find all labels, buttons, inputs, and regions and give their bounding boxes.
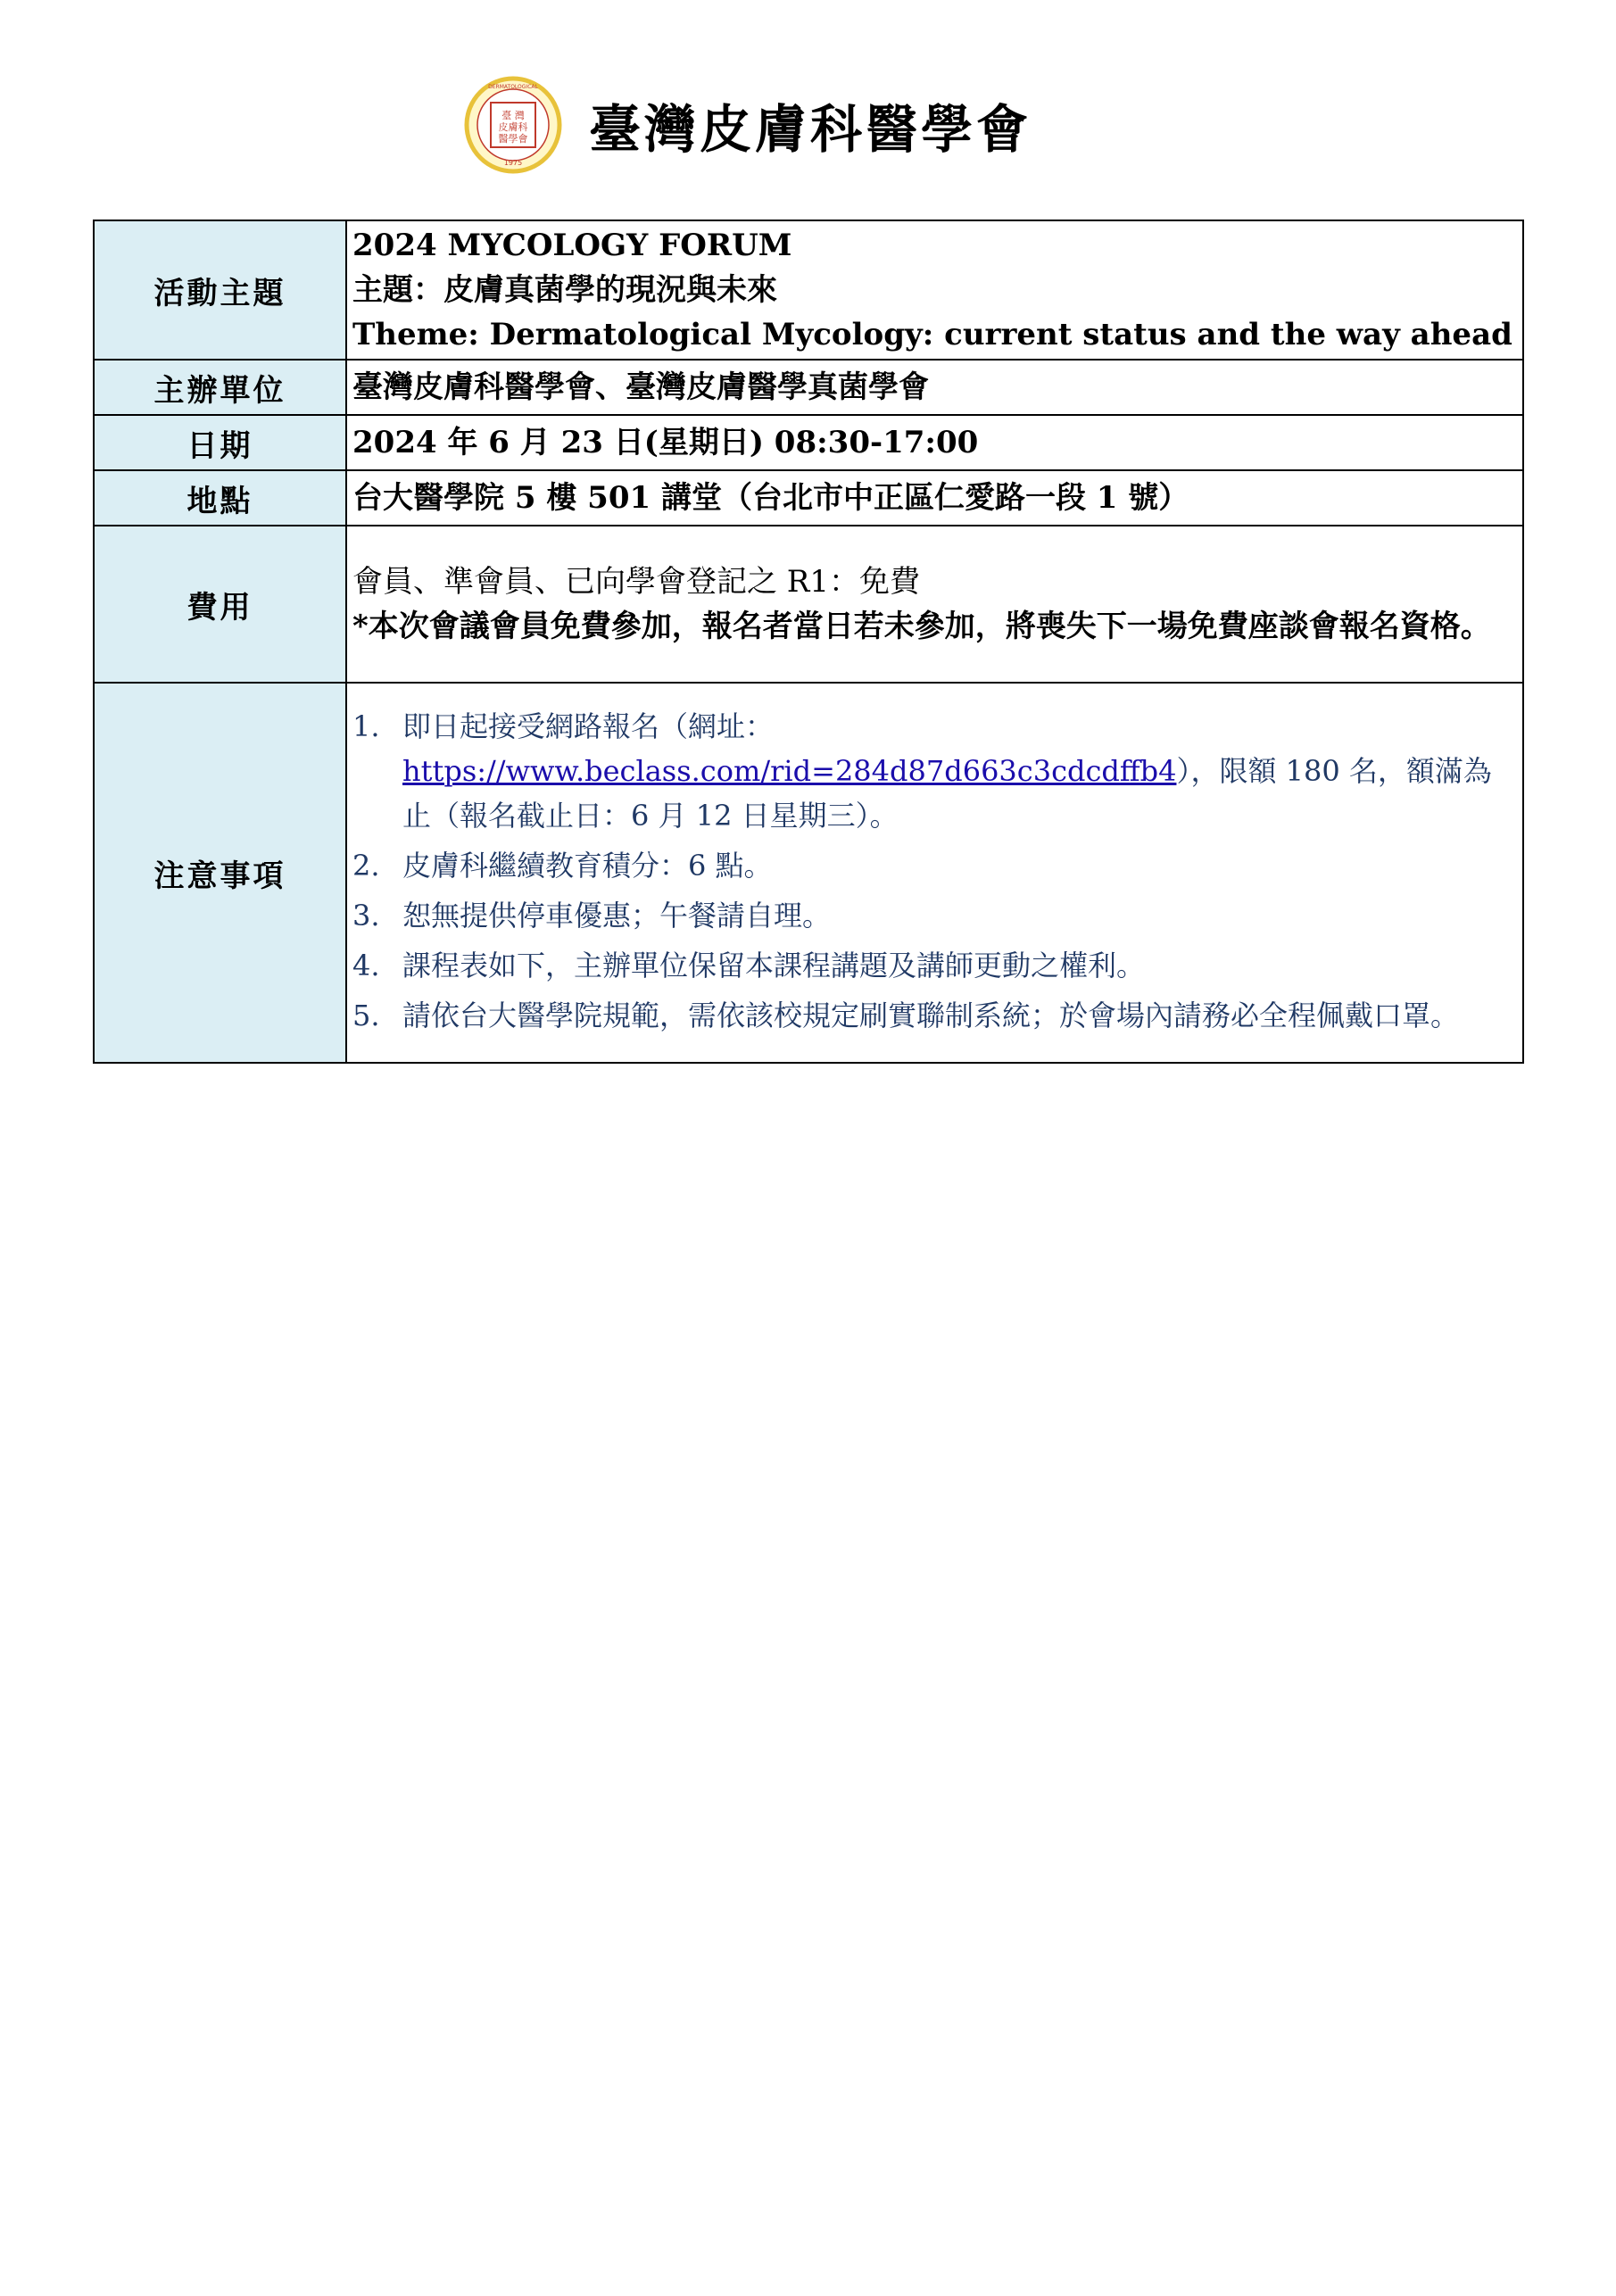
fee-notice: *本次會議會員免費參加，報名者當日若未參加，將喪失下一場免費座談會報名資格。 — [352, 609, 1491, 644]
note-number: 2. — [352, 849, 380, 883]
table-row — [94, 470, 1523, 526]
organizer-value: 臺灣皮膚科醫學會、臺灣皮膚醫學真菌學會 — [346, 360, 1523, 415]
fee-free-line: 會員、準會員、已向學會登記之 R1：免費 — [352, 564, 921, 600]
note-text: 恕無提供停車優惠；午餐請自理。 — [402, 899, 832, 932]
note-number: 5. — [352, 999, 380, 1032]
list-item — [352, 993, 1517, 1038]
venue-label: 地點 — [94, 470, 346, 526]
association-logo-icon — [464, 76, 562, 174]
theme-label: 活動主題 — [94, 220, 346, 360]
page-header — [464, 62, 1178, 187]
forum-name: 2024 MYCOLOGY FORUM — [352, 228, 792, 263]
list-item — [352, 704, 1517, 838]
organization-name: 臺灣皮膚科醫學會 — [589, 99, 1032, 160]
note-number: 4. — [352, 949, 380, 982]
theme-content — [346, 220, 1523, 360]
list-item — [352, 843, 1517, 888]
organizer-label: 主辦單位 — [94, 360, 346, 415]
notes-list — [352, 704, 1517, 1038]
note-text: 請依台大醫學院規範，需依該校規定刷實聯制系統；於會場內請務必全程佩戴口罩。 — [402, 999, 1460, 1032]
note-text: 皮膚科繼續教育積分：6 點。 — [402, 849, 773, 883]
svg-text:皮膚科: 皮膚科 — [498, 121, 528, 133]
table-row — [94, 220, 1523, 360]
registration-link[interactable]: https://www.beclass.com/rid=284d87d663c3cdcdffb4 — [402, 754, 1177, 788]
svg-text:臺 灣: 臺 灣 — [501, 110, 525, 121]
notes-content — [346, 683, 1523, 1063]
venue-value: 台大醫學院 5 樓 501 講堂（台北市中正區仁愛路一段 1 號） — [346, 470, 1523, 526]
svg-text:1975: 1975 — [503, 159, 523, 167]
notes-label: 注意事項 — [94, 683, 346, 1063]
note-number: 3. — [352, 899, 380, 932]
fee-label: 費用 — [94, 526, 346, 683]
table-row — [94, 526, 1523, 683]
table-row — [94, 360, 1523, 415]
list-item — [352, 893, 1517, 938]
list-item — [352, 943, 1517, 988]
theme-english: Theme: Dermatological Mycology: current status and the way ahead — [352, 317, 1512, 352]
note-text: 課程表如下，主辦單位保留本課程講題及講師更動之權利。 — [402, 949, 1146, 982]
theme-chinese: 主題：皮膚真菌學的現況與未來 — [352, 272, 777, 308]
date-value: 2024 年 6 月 23 日(星期日) 08:30-17:00 — [346, 415, 1523, 470]
table-row — [94, 415, 1523, 470]
note-text-prefix: 即日起接受網路報名（網址： — [402, 709, 775, 743]
svg-text:DERMATOLOGICAL: DERMATOLOGICAL — [488, 84, 538, 90]
note-text-suffix: ），限額 180 名，額滿為止（報名截止日：6 月 12 日星期三）。 — [402, 754, 1492, 833]
svg-text:醫學會: 醫學會 — [498, 133, 528, 145]
note-text — [402, 704, 1517, 838]
table-row — [94, 683, 1523, 1063]
note-number: 1. — [352, 709, 380, 743]
fee-content — [346, 526, 1523, 683]
date-label: 日期 — [94, 415, 346, 470]
event-info-table — [93, 220, 1524, 1064]
